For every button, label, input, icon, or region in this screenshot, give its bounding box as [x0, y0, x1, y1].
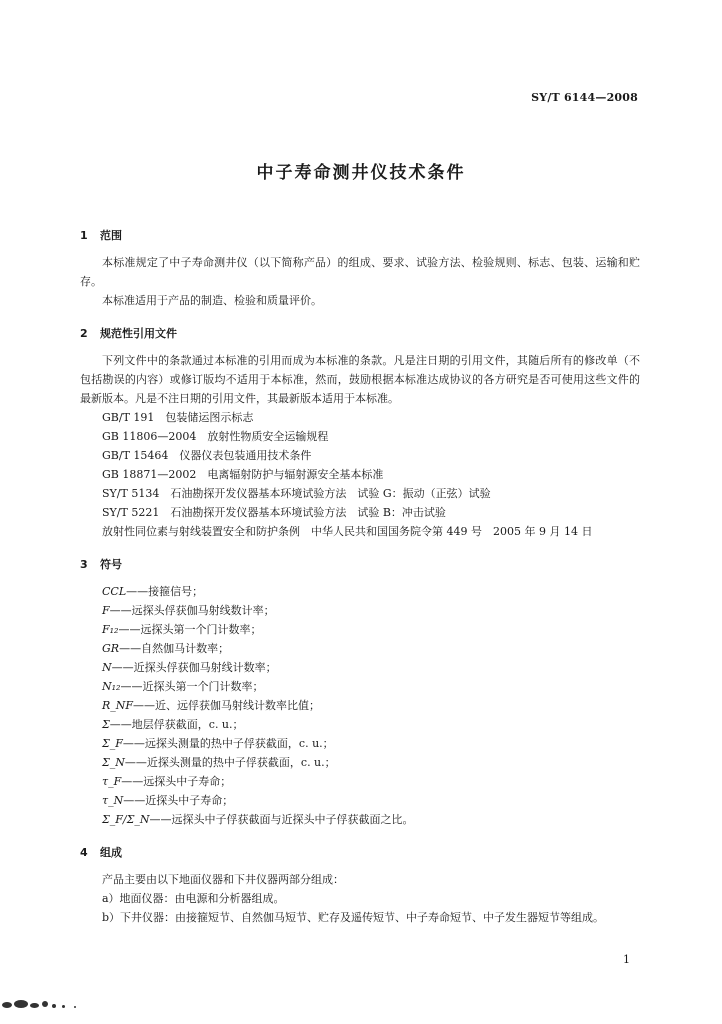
symbol-item: Σ_N——近探头测量的热中子俘获截面，c. u.； [102, 756, 336, 769]
section-heading [80, 324, 640, 343]
reference-item: GB 18871—2002 电离辐射防护与辐射源安全基本标准 [102, 468, 384, 481]
symbol-item: N——近探头俘获伽马射线计数率； [102, 661, 277, 674]
symbol-item: Σ——地层俘获截面，c. u.； [102, 718, 244, 731]
document-body [80, 226, 640, 941]
paragraph: 本标准适用于产品的制造、检验和质量评价。 [102, 294, 322, 307]
section-heading [80, 226, 640, 245]
section-symbols [80, 555, 640, 829]
reference-item: SY/T 5134 石油勘探开发仪器基本环境试验方法 试验 G：振动（正弦）试验 [102, 487, 491, 500]
symbol-item: F₁₂——远探头第一个门计数率； [102, 623, 262, 636]
symbol-item: Σ_F/Σ_N——远探头中子俘获截面与近探头中子俘获截面之比。 [102, 813, 414, 826]
section-number: 3 [80, 558, 88, 571]
reference-item: 放射性同位素与射线装置安全和防护条例 中华人民共和国国务院令第 449 号 2005 年 9 月 14 日 [102, 525, 593, 538]
section-heading [80, 843, 640, 862]
paragraph: 产品主要由以下地面仪器和下井仪器两部分组成： [102, 873, 344, 886]
standard-code: SY/T 6144—2008 [531, 91, 638, 104]
reference-item: GB 11806—2004 放射性物质安全运输规程 [102, 430, 329, 443]
document-title: 中子寿命测井仪技术条件 [256, 163, 466, 183]
list-item: b）下井仪器：由接箍短节、自然伽马短节、贮存及遥传短节、中子寿命短节、中子发生器短节等组成。 [102, 911, 605, 924]
symbol-item: Σ_F——远探头测量的热中子俘获截面，c. u.； [102, 737, 334, 750]
symbol-item: τ_F——远探头中子寿命； [102, 775, 232, 788]
section-composition [80, 843, 640, 927]
symbol-item: GR——自然伽马计数率； [102, 642, 230, 655]
section-title: 范围 [100, 229, 122, 242]
section-number: 4 [80, 846, 88, 859]
section-title: 规范性引用文件 [100, 327, 177, 340]
symbol-item: R_NF——近、远俘获伽马射线计数率比值； [102, 699, 321, 712]
section-title: 符号 [100, 558, 122, 571]
reference-item: GB/T 15464 仪器仪表包装通用技术条件 [102, 449, 312, 462]
section-normative-references [80, 324, 640, 541]
section-number: 1 [80, 229, 88, 242]
section-title: 组成 [100, 846, 122, 859]
reference-item: SY/T 5221 石油勘探开发仪器基本环境试验方法 试验 B：冲击试验 [102, 506, 446, 519]
symbol-item: τ_N——近探头中子寿命； [102, 794, 234, 807]
scan-artifact [0, 996, 95, 1016]
page-number: 1 [623, 953, 630, 966]
section-number: 2 [80, 327, 88, 340]
list-item: a）地面仪器：由电源和分析器组成。 [102, 892, 285, 905]
paragraph: 本标准规定了中子寿命测井仪（以下简称产品）的组成、要求、试验方法、检验规则、标志、包装、运输和贮存。 [80, 256, 640, 288]
section-scope [80, 226, 640, 310]
reference-item: GB/T 191 包装储运图示标志 [102, 411, 254, 424]
symbol-item: N₁₂——近探头第一个门计数率； [102, 680, 264, 693]
symbol-item: F——远探头俘获伽马射线数计率； [102, 604, 275, 617]
paragraph: 下列文件中的条款通过本标准的引用而成为本标准的条款。凡是注日期的引用文件，其随后所有的修改单（不包括勘误的内容）或修订版均不适用于本标准，然而，鼓励根据本标准达成协议的各方研究是否可使用这些文件的最新版本。凡是不注日期的引用文件，其最新版本适用于本标准。 [80, 354, 640, 405]
section-heading [80, 555, 640, 574]
symbol-item: CCL——接箍信号； [102, 585, 204, 598]
